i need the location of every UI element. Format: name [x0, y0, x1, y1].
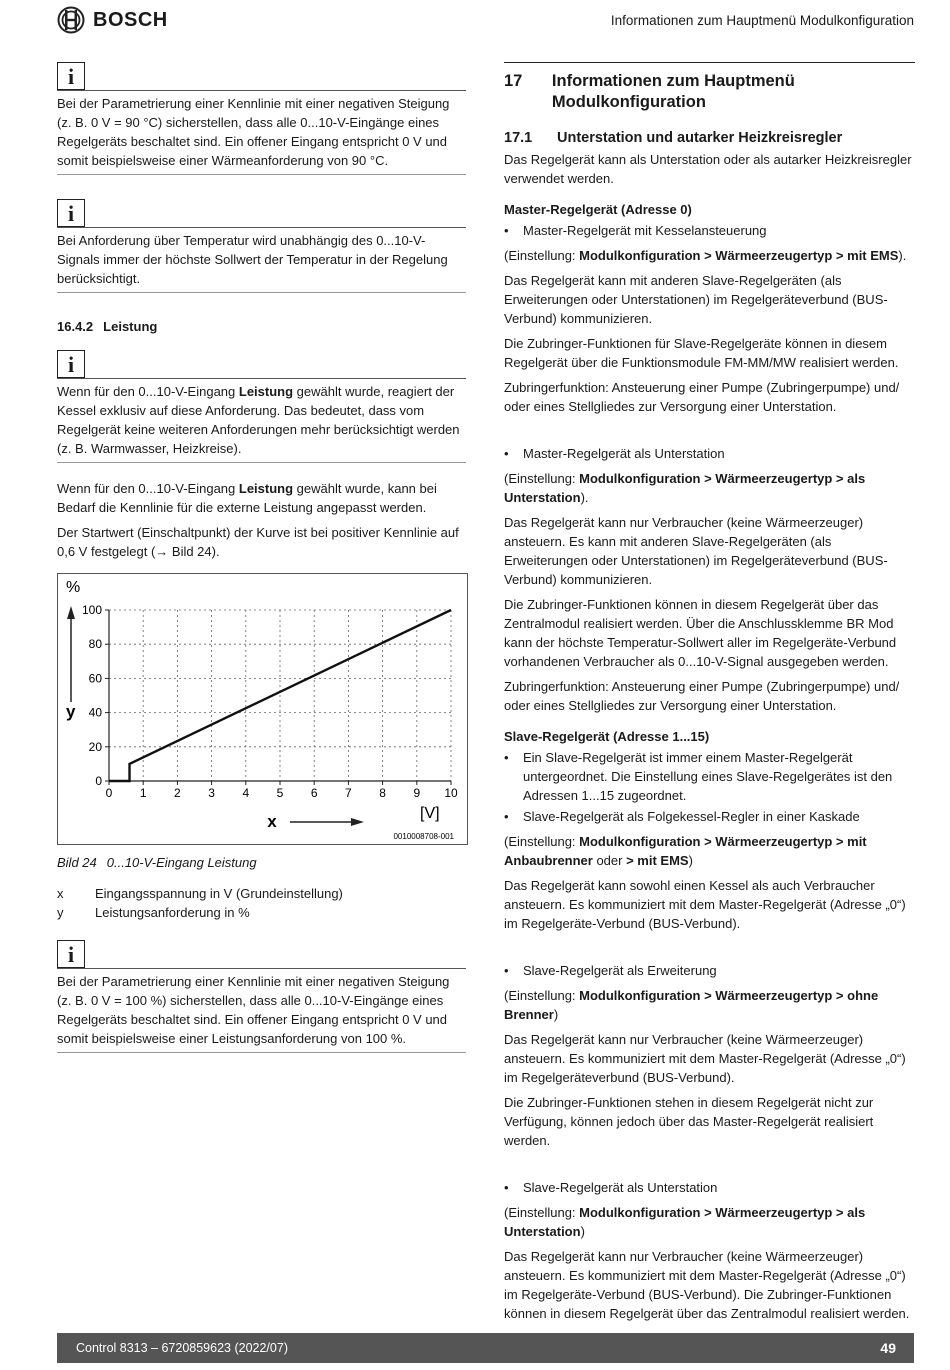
x-tick-label: 8	[379, 786, 386, 800]
paragraph: Das Regelgerät kann nur Verbraucher (keine Wärmeerzeuger) ansteuern. Es kann mit anderen Slave-Regelgeräten (als Erweiterungen oder Unterstationen) im Regelgeräteverbund (BUS-Verbund) kommunizieren.	[504, 515, 888, 587]
section-title: Leistung	[103, 319, 158, 334]
left-column	[57, 62, 466, 1067]
list-item: • Master-Regelgerät mit Kesselansteuerung	[504, 223, 767, 238]
x-tick-label: 7	[345, 786, 352, 800]
paragraph: Die Zubringer-Funktionen können in diesem Regelgerät über das Zentralmodul realisiert werden. Über die Anschlussklemme BR Mod kann der höchste Temperatur-Sollwert aller im Regelgeräte-Verbund vorhandenen Verbraucher als 0...10-V-Signal ausgegeben werden.	[504, 597, 897, 669]
y-tick-label: 40	[88, 705, 102, 720]
paragraph: Das Regelgerät kann nur Verbraucher (keine Wärmeerzeuger) ansteuern. Es kommuniziert mit dem Master-Regelgerät (Adresse „0“) im Regelgeräteverbund (BUS-Verbund).	[504, 1032, 906, 1085]
setting-path: (Einstellung: Modulkonfiguration > Wärmeerzeugertyp > mit EMS).	[504, 248, 907, 263]
list-item: • Master-Regelgerät als Unterstation	[504, 446, 725, 461]
setting-path: (Einstellung: Modulkonfiguration > Wärmeerzeugertyp > ohne Brenner)	[504, 988, 879, 1022]
x-tick-label: 10	[444, 786, 458, 800]
info-note	[57, 199, 466, 293]
paragraph: Der Startwert (Einschaltpunkt) der Kurve ist bei positiver Kennlinie auf 0,6 V festgelegt (→ Bild 24).	[57, 525, 459, 559]
section-heading	[57, 317, 466, 336]
x-axis-label: x	[267, 812, 277, 831]
power-curve-chart	[58, 574, 465, 842]
y-arrow-head	[67, 606, 75, 619]
paragraph: Wenn für den 0...10-V-Eingang Leistung gewählt wurde, kann bei Bedarf die Kennlinie für die externe Leistung angepasst werden.	[57, 481, 437, 515]
page-footer	[57, 1333, 914, 1363]
info-icon: i	[57, 62, 85, 90]
figure-caption: Bild 24 0...10-V-Eingang Leistung	[57, 855, 257, 870]
section-heading: 17.1 Unterstation und autarker Heizkreisregler	[504, 130, 843, 146]
note-text: Wenn für den 0...10-V-Eingang Leistung gewählt wurde, reagiert der Kessel exklusiv auf diese Anforderung. Das bedeutet, dass vom Regelgerät keine weiteren Anforderungen mehr berücksichtigt werden (z. B. Warmwasser, Heizkreise).	[57, 382, 466, 463]
brand-name: BOSCH	[93, 8, 168, 31]
info-note	[57, 62, 466, 175]
setting-path: (Einstellung: Modulkonfiguration > Wärmeerzeugertyp > als Unterstation).	[504, 471, 866, 505]
list-item: • Slave-Regelgerät als Erweiterung	[504, 963, 717, 978]
page-header-title: Informationen zum Hauptmenü Modulkonfiguration	[610, 13, 914, 28]
paragraph: Zubringerfunktion: Ansteuerung einer Pumpe (Zubringerpumpe) und/ oder eines Stellgliedes zur Versorgung einer Unterstation.	[504, 380, 900, 414]
legend-item: y Leistungsanforderung in %	[57, 905, 250, 920]
page-number: 49	[880, 1339, 896, 1356]
x-unit-label: [V]	[420, 805, 440, 822]
y-tick-label: 60	[88, 671, 102, 686]
y-tick-label: 0	[95, 774, 102, 788]
setting-path: (Einstellung: Modulkonfiguration > Wärmeerzeugertyp > mit Anbaubrenner oder > mit EMS)	[504, 834, 867, 868]
y-tick-label: 20	[88, 739, 102, 754]
list-item: • Slave-Regelgerät als Folgekessel-Regler in einer Kaskade	[504, 809, 860, 824]
subheading: Slave-Regelgerät (Adresse 1...15)	[504, 729, 710, 744]
setting-path: (Einstellung: Modulkonfiguration > Wärmeerzeugertyp > als Unterstation)	[504, 1205, 866, 1239]
x-tick-label: 5	[276, 786, 284, 800]
chapter-heading: 17 Informationen zum Hauptmenü Modulkonfiguration	[504, 62, 915, 113]
y-tick-label: 80	[88, 637, 102, 652]
paragraph: Das Regelgerät kann als Unterstation oder als autarker Heizkreisregler verwendet werden.	[504, 152, 912, 186]
info-icon: i	[57, 199, 85, 227]
chart-figure	[57, 573, 468, 845]
x-tick-label: 0	[105, 786, 113, 800]
paragraph: Das Regelgerät kann nur Verbraucher (keine Wärmeerzeuger) ansteuern. Es kommuniziert mit dem Master-Regelgerät (Adresse „0“) im Regelgeräte-Verbund (BUS-Verbund). Die Zubringer-Funktionen können in diesem Regelgerät über das Zentralmodul realisiert werden.	[504, 1249, 910, 1321]
paragraph: Die Zubringer-Funktionen stehen in diesem Regelgerät nicht zur Verfügung, können jedoch über das Master-Regelgerät realisiert werden.	[504, 1095, 874, 1148]
subheading: Master-Regelgerät (Adresse 0)	[504, 202, 692, 217]
x-tick-label: 3	[208, 786, 215, 800]
bosch-armature-icon	[57, 6, 85, 34]
info-note	[57, 350, 466, 463]
note-text: Bei der Parametrierung einer Kennlinie mit einer negativen Steigung (z. B. 0 V = 90 °C) sicherstellen, dass alle 0...10-V-Eingänge eines Regelgeräts beschaltet sind. Ein offener Eingang entspricht 0 V und somit beispielsweise einer Wärmeanforderung von 90 °C.	[57, 94, 466, 175]
figure-legend	[57, 884, 466, 922]
x-tick-label: 9	[413, 786, 421, 800]
y-axis-label: y	[66, 702, 76, 721]
list-item: • Slave-Regelgerät als Unterstation	[504, 1180, 718, 1195]
paragraph: Das Regelgerät kann sowohl einen Kessel als auch Verbraucher ansteuern. Es kommuniziert mit dem Master-Regelgerät (Adresse „0“) im Regelgeräte-Verbund (BUS-Verbund).	[504, 878, 906, 931]
bosch-logo	[57, 6, 168, 34]
info-note	[57, 940, 466, 1053]
legend-item: x Eingangsspannung in V (Grundeinstellung)	[57, 886, 343, 901]
section-number: 16.4.2	[57, 319, 94, 334]
x-arrow-head	[351, 818, 364, 826]
y-unit-label: %	[66, 579, 81, 596]
paragraph: Das Regelgerät kann mit anderen Slave-Regelgeräten (als Erweiterungen oder Unterstationen) im Regelgeräteverbund (BUS-Verbund) kommunizieren.	[504, 273, 888, 326]
paragraph: Zubringerfunktion: Ansteuerung einer Pumpe (Zubringerpumpe) und/ oder eines Stellgliedes zur Versorgung einer Unterstation.	[504, 679, 900, 713]
note-text: Bei Anforderung über Temperatur wird unabhängig des 0...10-V-Signals immer der höchste Sollwert der Temperatur in der Regelung berücksichtigt.	[57, 231, 466, 293]
x-tick-label: 4	[242, 786, 250, 800]
paragraph: Die Zubringer-Funktionen für Slave-Regelgeräte können in diesem Regelgerät über die Funktionsmodule FM-MM/MW realisiert werden.	[504, 336, 899, 370]
document-id: Control 8313 – 6720859623 (2022/07)	[76, 1340, 288, 1355]
figure-id: 0010008708-001	[393, 832, 454, 841]
note-text: Bei der Parametrierung einer Kennlinie mit einer negativen Steigung (z. B. 0 V = 100 %) sicherstellen, dass alle 0...10-V-Eingänge eines Regelgeräts beschaltet sind. Ein offener Eingang entspricht 0 V und somit beispielsweise einer Leistungsanforderung von 100 %.	[57, 972, 466, 1053]
y-tick-label: 100	[81, 603, 102, 617]
right-column	[504, 62, 915, 1329]
info-icon: i	[57, 350, 85, 378]
info-icon: i	[57, 940, 85, 968]
x-tick-label: 1	[139, 786, 147, 800]
list-item: • Ein Slave-Regelgerät ist immer einem Master-Regelgerät untergeordnet. Die Einstellung eines Slave-Regelgerätes ist den Adressen 1...15 zugeordnet.	[504, 750, 893, 803]
x-tick-label: 6	[310, 786, 318, 800]
x-tick-label: 2	[174, 786, 181, 800]
